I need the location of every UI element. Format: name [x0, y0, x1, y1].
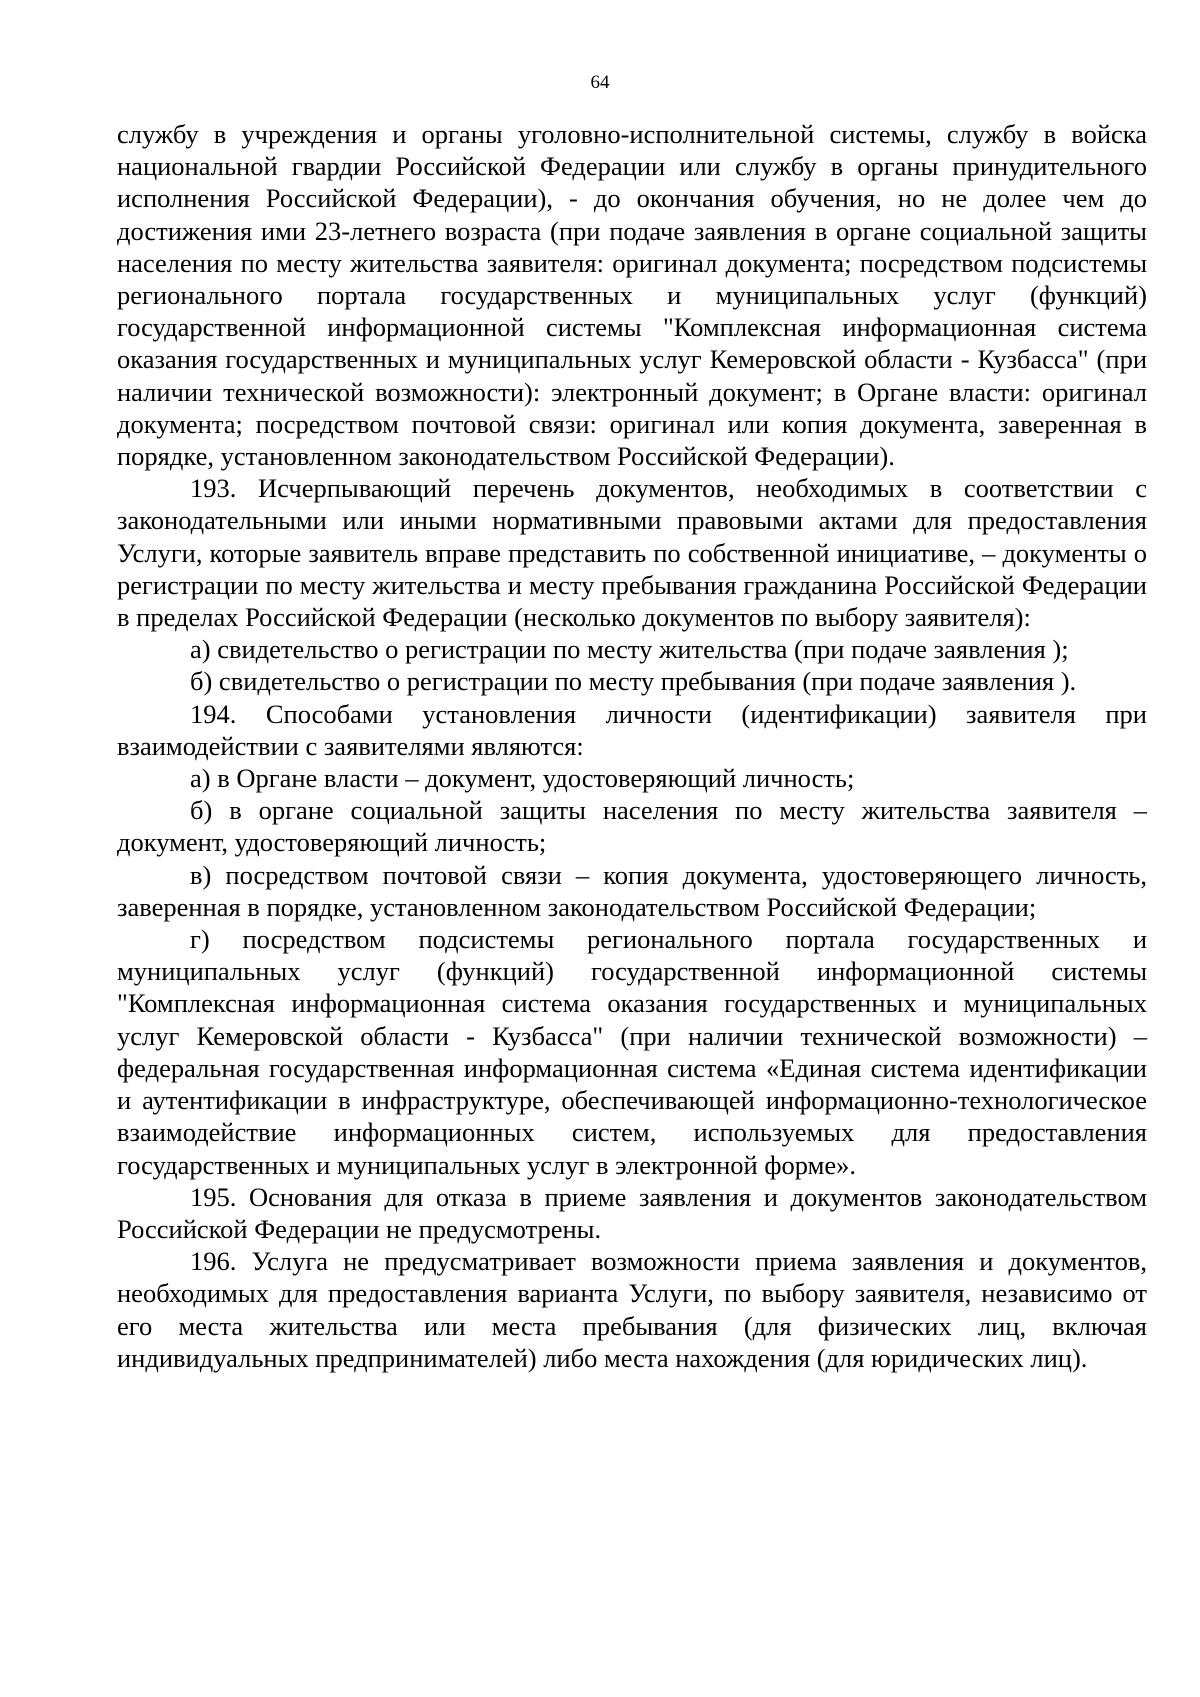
paragraph-194-b: б) в органе социальной защиты населения по месту жительства заявителя – документ, удостоверяющий личность;	[117, 795, 1147, 858]
paragraph-193-b: б) свидетельство о регистрации по месту пребывания (при подаче заявления ).	[190, 666, 1077, 697]
paragraph-195: 195. Основания для отказа в приеме заявления и документов законодательством Российской Федерации не предусмотрены.	[117, 1181, 1147, 1244]
paragraph-194: 194. Способами установления личности (идентификации) заявителя при взаимодействии с заявителями являются:	[117, 698, 1147, 761]
document-body	[117, 118, 1147, 1374]
paragraph-194-a: а) в Органе власти – документ, удостоверяющий личность;	[190, 763, 855, 794]
paragraph-194-v: в) посредством почтовой связи – копия документа, удостоверяющего личность, заверенная в порядке, установленном законодательством Российской Федерации;	[117, 859, 1147, 922]
paragraph-196: 196. Услуга не предусматривает возможности приема заявления и документов, необходимых для предоставления варианта Услуги, по выбору заявителя, независимо от его места жительства или места пребывания (для физических лиц, включая индивидуальных предпринимателей) либо места нахождения (для юридических лиц).	[117, 1246, 1147, 1373]
page-number: 64	[590, 72, 610, 93]
paragraph-193-a: а) свидетельство о регистрации по месту жительства (при подаче заявления );	[190, 634, 1069, 665]
paragraph-194-g: г) посредством подсистемы регионального портала государственных и муниципальных услуг (функций) государственной информационной системы "Комплексная информационная система оказания государственных и муниципальных услуг Кемеровской области - Кузбасса" (при наличии технической возможности) – федеральная государственная информационная система «Единая система идентификации и аутентификации в инфраструктуре, обеспечивающей информационно-технологическое взаимодействие информационных систем, используемых для предоставления государственных и муниципальных услуг в электронной форме».	[117, 924, 1147, 1180]
paragraph-continuation: службу в учреждения и органы уголовно-исполнительной системы, службу в войска национальной гвардии Российской Федерации или службу в органы принудительного исполнения Российской Федерации), - до окончания обучения, но не долее чем до достижения ими 23-летнего возраста (при подаче заявления в органе социальной защиты населения по месту жительства заявителя: оригинал документа; посредством подсистемы регионального портала государственных и муниципальных услуг (функций) государственной информационной системы "Комплексная информационная система оказания государственных и муниципальных услуг Кемеровской области - Кузбасса" (при наличии технической возможности): электронный документ; в Органе власти: оригинал документа; посредством почтовой связи: оригинал или копия документа, заверенная в порядке, установленном законодательством Российской Федерации).	[117, 119, 1147, 472]
paragraph-193: 193. Исчерпывающий перечень документов, необходимых в соответствии с законодательными или иными нормативными правовыми актами для предоставления Услуги, которые заявитель вправе представить по собственной инициативе, – документы о регистрации по месту жительства и месту пребывания гражданина Российской Федерации в пределах Российской Федерации (несколько документов по выбору заявителя):	[117, 473, 1147, 633]
